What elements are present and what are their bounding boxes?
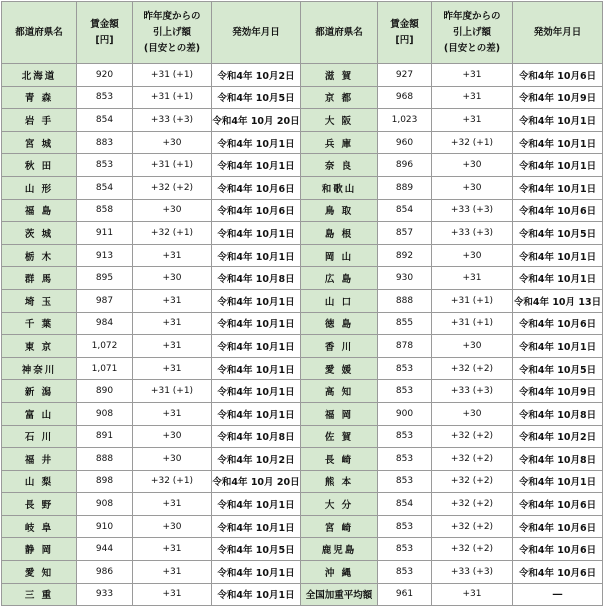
wage-increase: +31 (+1) <box>133 380 212 403</box>
wage-amount: 913 <box>77 244 133 267</box>
prefecture-name: 滋 賀 <box>301 64 378 87</box>
prefecture-name: 秋 田 <box>2 154 77 177</box>
prefecture-name: 宮 崎 <box>301 515 378 538</box>
prefecture-name: 鹿児島 <box>301 538 378 561</box>
prefecture-name: 群 馬 <box>2 267 77 290</box>
prefecture-name: 岡 山 <box>301 244 378 267</box>
table-row <box>2 176 603 199</box>
wage-amount: 960 <box>378 131 432 154</box>
wage-amount: 968 <box>378 86 432 109</box>
wage-amount: 888 <box>378 289 432 312</box>
wage-amount: 854 <box>77 109 133 132</box>
wage-increase: +31 <box>133 289 212 312</box>
wage-increase: +30 <box>432 402 513 425</box>
effective-date: 令和4年 10月6日 <box>513 493 603 516</box>
effective-date: 令和4年 10月 13日 <box>513 289 603 312</box>
effective-date: 令和4年 10月1日 <box>212 154 301 177</box>
wage-amount: 858 <box>77 199 133 222</box>
wage-amount: 986 <box>77 561 133 584</box>
wage-amount: 889 <box>378 176 432 199</box>
table-row <box>2 425 603 448</box>
wage-amount: 1,071 <box>77 357 133 380</box>
table-row <box>2 380 603 403</box>
prefecture-name: 徳 島 <box>301 312 378 335</box>
wage-increase: +32 (+2) <box>432 448 513 471</box>
wage-increase: +30 <box>133 199 212 222</box>
wage-increase: +33 (+3) <box>432 222 513 245</box>
effective-date: 令和4年 10月6日 <box>513 561 603 584</box>
table-row <box>2 131 603 154</box>
wage-amount: 898 <box>77 470 133 493</box>
table-row <box>2 448 603 471</box>
wage-amount: 883 <box>77 131 133 154</box>
header-wage-label: 賃金額 <box>90 18 119 30</box>
effective-date: 令和4年 10月1日 <box>513 267 603 290</box>
wage-increase: +31 <box>133 493 212 516</box>
wage-amount: 853 <box>378 515 432 538</box>
header-wage-label: 賃金額 <box>390 18 419 30</box>
header-increase-right <box>432 2 513 64</box>
prefecture-name: 全国加重平均額 <box>301 583 378 606</box>
effective-date: 令和4年 10月1日 <box>212 289 301 312</box>
prefecture-name: 兵 庫 <box>301 131 378 154</box>
effective-date: 令和4年 10月1日 <box>513 470 603 493</box>
effective-date: 令和4年 10月1日 <box>212 312 301 335</box>
wage-amount: 853 <box>77 154 133 177</box>
wage-increase: +32 (+2) <box>432 357 513 380</box>
header-wage-right <box>378 2 432 64</box>
prefecture-name: 佐 賀 <box>301 425 378 448</box>
effective-date: 令和4年 10月5日 <box>513 222 603 245</box>
wage-increase: +30 <box>432 244 513 267</box>
effective-date: ― <box>513 583 603 606</box>
effective-date: 令和4年 10月8日 <box>212 267 301 290</box>
wage-increase: +31 (+1) <box>133 64 212 87</box>
prefecture-name: 長 崎 <box>301 448 378 471</box>
effective-date: 令和4年 10月1日 <box>212 402 301 425</box>
wage-amount: 854 <box>77 176 133 199</box>
wage-amount: 853 <box>77 86 133 109</box>
prefecture-name: 千 葉 <box>2 312 77 335</box>
effective-date: 令和4年 10月8日 <box>212 425 301 448</box>
prefecture-name: 高 知 <box>301 380 378 403</box>
effective-date: 令和4年 10月 20日 <box>212 470 301 493</box>
effective-date: 令和4年 10月6日 <box>212 176 301 199</box>
effective-date: 令和4年 10月1日 <box>212 380 301 403</box>
header-wage-unit: [円] <box>95 34 114 46</box>
wage-increase: +32 (+2) <box>432 493 513 516</box>
table-row <box>2 335 603 358</box>
wage-amount: 908 <box>77 493 133 516</box>
prefecture-name: 栃 木 <box>2 244 77 267</box>
table-row <box>2 470 603 493</box>
wage-increase: +30 <box>432 176 513 199</box>
wage-increase: +30 <box>133 425 212 448</box>
prefecture-name: 島 根 <box>301 222 378 245</box>
wage-amount: 888 <box>77 448 133 471</box>
effective-date: 令和4年 10月1日 <box>513 176 603 199</box>
effective-date: 令和4年 10月6日 <box>513 312 603 335</box>
wage-increase: +30 <box>133 448 212 471</box>
wage-increase: +30 <box>432 335 513 358</box>
prefecture-name: 茨 城 <box>2 222 77 245</box>
prefecture-name: 熊 本 <box>301 470 378 493</box>
table-row <box>2 109 603 132</box>
prefecture-name: 福 井 <box>2 448 77 471</box>
effective-date: 令和4年 10月1日 <box>212 222 301 245</box>
wage-increase: +32 (+2) <box>432 470 513 493</box>
effective-date: 令和4年 10月1日 <box>212 244 301 267</box>
wage-increase: +30 <box>133 267 212 290</box>
prefecture-name: 宮 城 <box>2 131 77 154</box>
effective-date: 令和4年 10月9日 <box>513 86 603 109</box>
table-row <box>2 538 603 561</box>
prefecture-name: 青 森 <box>2 86 77 109</box>
wage-increase: +32 (+2) <box>133 176 212 199</box>
wage-increase: +32 (+2) <box>432 538 513 561</box>
prefecture-name: 北海道 <box>2 64 77 87</box>
wage-increase: +31 (+1) <box>432 312 513 335</box>
wage-increase: +31 <box>133 583 212 606</box>
prefecture-name: 岐 阜 <box>2 515 77 538</box>
wage-amount: 853 <box>378 470 432 493</box>
wage-amount: 855 <box>378 312 432 335</box>
wage-amount: 944 <box>77 538 133 561</box>
table-row <box>2 64 603 87</box>
wage-increase: +33 (+3) <box>133 109 212 132</box>
effective-date: 令和4年 10月6日 <box>513 538 603 561</box>
wage-increase: +32 (+2) <box>432 515 513 538</box>
wage-increase: +31 (+1) <box>133 86 212 109</box>
wage-amount: 961 <box>378 583 432 606</box>
prefecture-name: 愛 知 <box>2 561 77 584</box>
wage-increase: +31 (+1) <box>133 154 212 177</box>
prefecture-name: 鳥 取 <box>301 199 378 222</box>
wage-increase: +31 <box>432 64 513 87</box>
wage-amount: 895 <box>77 267 133 290</box>
header-prefecture-right: 都道府県名 <box>301 2 378 64</box>
effective-date: 令和4年 10月2日 <box>513 425 603 448</box>
wage-increase: +33 (+3) <box>432 380 513 403</box>
wage-amount: 878 <box>378 335 432 358</box>
wage-amount: 920 <box>77 64 133 87</box>
table-row <box>2 289 603 312</box>
wage-increase: +32 (+1) <box>133 222 212 245</box>
table-row <box>2 515 603 538</box>
effective-date: 令和4年 10月2日 <box>212 448 301 471</box>
wage-amount: 1,023 <box>378 109 432 132</box>
header-increase-left <box>133 2 212 64</box>
prefecture-name: 三 重 <box>2 583 77 606</box>
wage-amount: 1,072 <box>77 335 133 358</box>
effective-date: 令和4年 10月8日 <box>513 402 603 425</box>
prefecture-name: 沖 縄 <box>301 561 378 584</box>
prefecture-name: 埼 玉 <box>2 289 77 312</box>
wage-amount: 854 <box>378 199 432 222</box>
wage-increase: +31 <box>133 312 212 335</box>
wage-amount: 933 <box>77 583 133 606</box>
table-row <box>2 267 603 290</box>
effective-date: 令和4年 10月6日 <box>513 515 603 538</box>
prefecture-name: 京 都 <box>301 86 378 109</box>
prefecture-name: 奈 良 <box>301 154 378 177</box>
table-row <box>2 493 603 516</box>
wage-amount: 896 <box>378 154 432 177</box>
prefecture-name: 長 野 <box>2 493 77 516</box>
wage-increase: +32 (+1) <box>432 131 513 154</box>
wage-increase: +31 <box>133 244 212 267</box>
wage-increase: +31 <box>432 86 513 109</box>
table-row <box>2 199 603 222</box>
effective-date: 令和4年 10月1日 <box>513 244 603 267</box>
table-row <box>2 312 603 335</box>
wage-increase: +33 (+3) <box>432 199 513 222</box>
wage-increase: +30 <box>133 515 212 538</box>
effective-date: 令和4年 10月2日 <box>212 64 301 87</box>
effective-date: 令和4年 10月1日 <box>513 154 603 177</box>
prefecture-name: 新 潟 <box>2 380 77 403</box>
wage-amount: 891 <box>77 425 133 448</box>
prefecture-name: 山 形 <box>2 176 77 199</box>
effective-date: 令和4年 10月5日 <box>513 357 603 380</box>
header-row <box>2 2 603 64</box>
wage-amount: 890 <box>77 380 133 403</box>
header-date-right: 発効年月日 <box>513 2 603 64</box>
table-row <box>2 154 603 177</box>
effective-date: 令和4年 10月5日 <box>212 538 301 561</box>
prefecture-name: 福 岡 <box>301 402 378 425</box>
wage-increase: +33 (+3) <box>432 561 513 584</box>
prefecture-name: 東 京 <box>2 335 77 358</box>
prefecture-name: 富 山 <box>2 402 77 425</box>
wage-amount: 853 <box>378 538 432 561</box>
wage-amount: 910 <box>77 515 133 538</box>
effective-date: 令和4年 10月6日 <box>513 199 603 222</box>
effective-date: 令和4年 10月6日 <box>513 64 603 87</box>
wage-increase: +31 (+1) <box>432 289 513 312</box>
effective-date: 令和4年 10月1日 <box>513 109 603 132</box>
effective-date: 令和4年 10月1日 <box>212 131 301 154</box>
effective-date: 令和4年 10月1日 <box>212 335 301 358</box>
wage-increase: +31 <box>432 109 513 132</box>
header-prefecture-left: 都道府県名 <box>2 2 77 64</box>
wage-increase: +31 <box>133 335 212 358</box>
table-row <box>2 357 603 380</box>
effective-date: 令和4年 10月1日 <box>212 583 301 606</box>
effective-date: 令和4年 10月1日 <box>513 131 603 154</box>
prefecture-name: 大 分 <box>301 493 378 516</box>
wage-increase: +31 <box>432 267 513 290</box>
table-row <box>2 561 603 584</box>
effective-date: 令和4年 10月1日 <box>212 515 301 538</box>
wage-amount: 908 <box>77 402 133 425</box>
wage-amount: 853 <box>378 561 432 584</box>
header-increase-line1: 昨年度からの <box>143 10 201 22</box>
table-row <box>2 402 603 425</box>
prefecture-name: 山 梨 <box>2 470 77 493</box>
wage-increase: +32 (+1) <box>133 470 212 493</box>
table-row <box>2 244 603 267</box>
wage-amount: 984 <box>77 312 133 335</box>
header-increase-line2: 引上げ額 <box>152 26 191 38</box>
wage-increase: +31 <box>133 402 212 425</box>
wage-increase: +30 <box>432 154 513 177</box>
wage-increase: +31 <box>133 357 212 380</box>
table-row <box>2 86 603 109</box>
table-row <box>2 222 603 245</box>
effective-date: 令和4年 10月1日 <box>212 493 301 516</box>
wage-amount: 857 <box>378 222 432 245</box>
wage-amount: 853 <box>378 357 432 380</box>
table-body <box>2 64 603 606</box>
wage-amount: 900 <box>378 402 432 425</box>
wage-amount: 853 <box>378 425 432 448</box>
minimum-wage-table <box>1 1 603 606</box>
prefecture-name: 大 阪 <box>301 109 378 132</box>
prefecture-name: 福 島 <box>2 199 77 222</box>
effective-date: 令和4年 10月1日 <box>212 357 301 380</box>
prefecture-name: 広 島 <box>301 267 378 290</box>
wage-amount: 930 <box>378 267 432 290</box>
effective-date: 令和4年 10月5日 <box>212 86 301 109</box>
wage-amount: 911 <box>77 222 133 245</box>
prefecture-name: 静 岡 <box>2 538 77 561</box>
effective-date: 令和4年 10月 20日 <box>212 109 301 132</box>
prefecture-name: 香 川 <box>301 335 378 358</box>
wage-amount: 853 <box>378 448 432 471</box>
header-wage-unit: [円] <box>395 34 414 46</box>
prefecture-name: 和歌山 <box>301 176 378 199</box>
effective-date: 令和4年 10月6日 <box>212 199 301 222</box>
wage-increase: +31 <box>133 561 212 584</box>
wage-amount: 987 <box>77 289 133 312</box>
effective-date: 令和4年 10月1日 <box>513 335 603 358</box>
header-wage-left <box>77 2 133 64</box>
prefecture-name: 神奈川 <box>2 357 77 380</box>
table-row <box>2 583 603 606</box>
prefecture-name: 石 川 <box>2 425 77 448</box>
wage-increase: +32 (+2) <box>432 425 513 448</box>
header-date-left: 発効年月日 <box>212 2 301 64</box>
header-increase-line1: 昨年度からの <box>443 10 501 22</box>
prefecture-name: 岩 手 <box>2 109 77 132</box>
header-increase-line3: (目安との差) <box>143 42 201 54</box>
prefecture-name: 山 口 <box>301 289 378 312</box>
effective-date: 令和4年 10月9日 <box>513 380 603 403</box>
wage-increase: +31 <box>133 538 212 561</box>
wage-amount: 854 <box>378 493 432 516</box>
wage-amount: 853 <box>378 380 432 403</box>
effective-date: 令和4年 10月1日 <box>212 561 301 584</box>
header-increase-line3: (目安との差) <box>443 42 501 54</box>
effective-date: 令和4年 10月8日 <box>513 448 603 471</box>
wage-increase: +31 <box>432 583 513 606</box>
prefecture-name: 愛 媛 <box>301 357 378 380</box>
wage-increase: +30 <box>133 131 212 154</box>
header-increase-line2: 引上げ額 <box>452 26 491 38</box>
wage-amount: 927 <box>378 64 432 87</box>
wage-amount: 892 <box>378 244 432 267</box>
